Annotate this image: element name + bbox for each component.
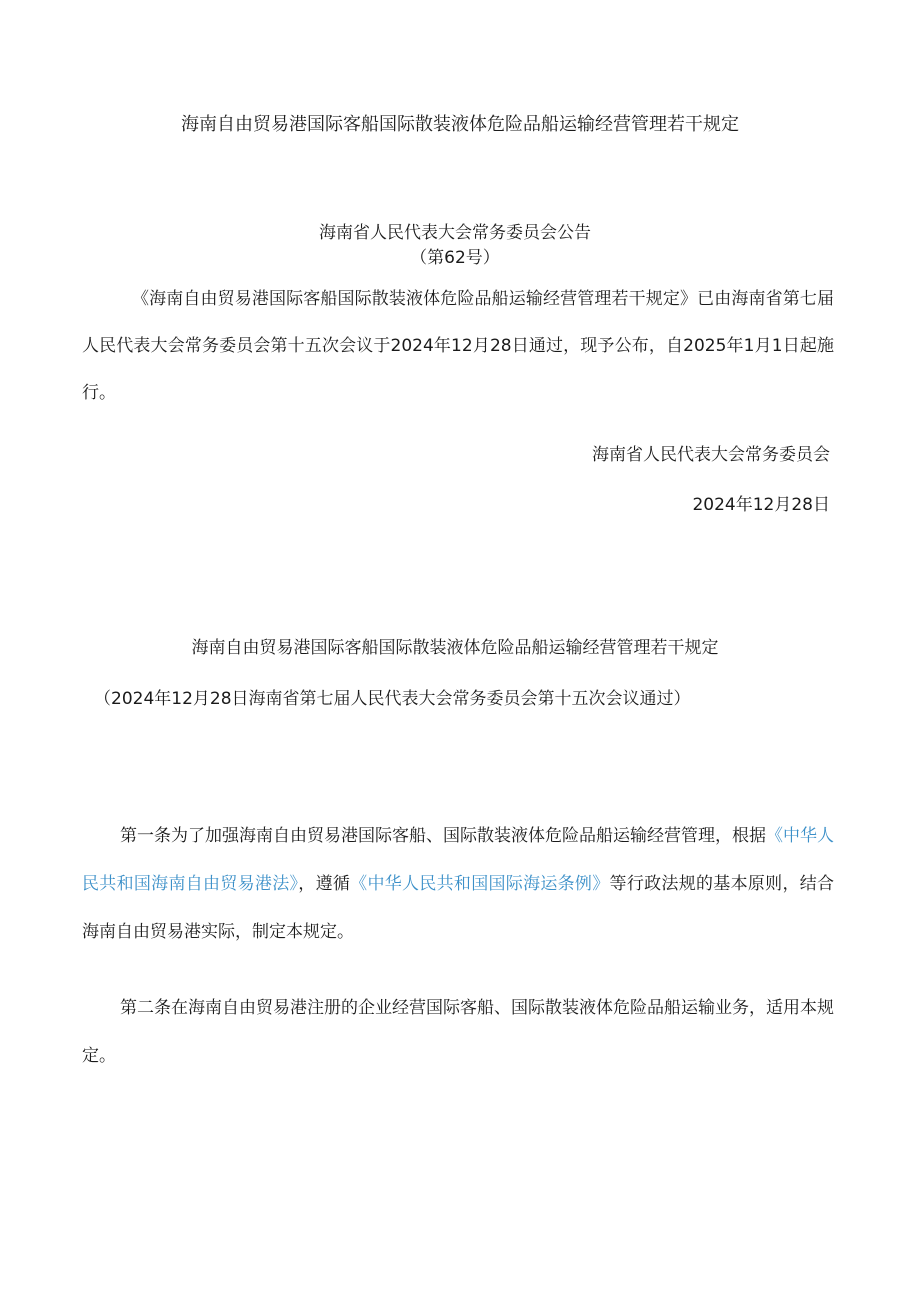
announcement-body: 《海南自由贸易港国际客船国际散装液体危险品船运输经营管理若干规定》已由海南省第七届人民代表大会常务委员会第十五次会议于2024年12月28日通过，现予公布，自2025年1月1日起施行。 xyxy=(82,289,834,403)
regulation-adoption-note: （2024年12月28日海南省第七届人民代表大会常务委员会第十五次会议通过） xyxy=(94,689,691,709)
law-link-international-maritime-regulations[interactable]: 《中华人民共和国国际海运条例》 xyxy=(350,874,610,894)
document-title: 海南自由贸易港国际客船国际散装液体危险品船运输经营管理若干规定 xyxy=(181,114,739,135)
announcement-number: （第62号） xyxy=(410,248,500,268)
article-1-text-c: 等行政法规的基本原则，结合海南自由贸易港实际，制定本规定。 xyxy=(82,874,835,942)
article-2: 第二条在海南自由贸易港注册的企业经营国际客船、国际散装液体危险品船运输业务，适用本规定。 xyxy=(82,998,834,1066)
announcement-date: 2024年12月28日 xyxy=(692,495,830,515)
announcement-issuer: 海南省人民代表大会常务委员会公告 xyxy=(319,223,591,243)
regulation-title: 海南自由贸易港国际客船国际散装液体危险品船运输经营管理若干规定 xyxy=(191,638,719,658)
article-1-text-b: ，遵循 xyxy=(298,874,351,894)
article-1 xyxy=(82,812,834,956)
announcement-signature: 海南省人民代表大会常务委员会 xyxy=(592,445,830,465)
law-link-hainan-ftp-law[interactable]: 《中华人民共和国海南自由贸易港法》 xyxy=(82,826,834,894)
article-1-text-a: 第一条为了加强海南自由贸易港国际客船、国际散装液体危险品船运输经营管理，根据 xyxy=(120,826,766,846)
